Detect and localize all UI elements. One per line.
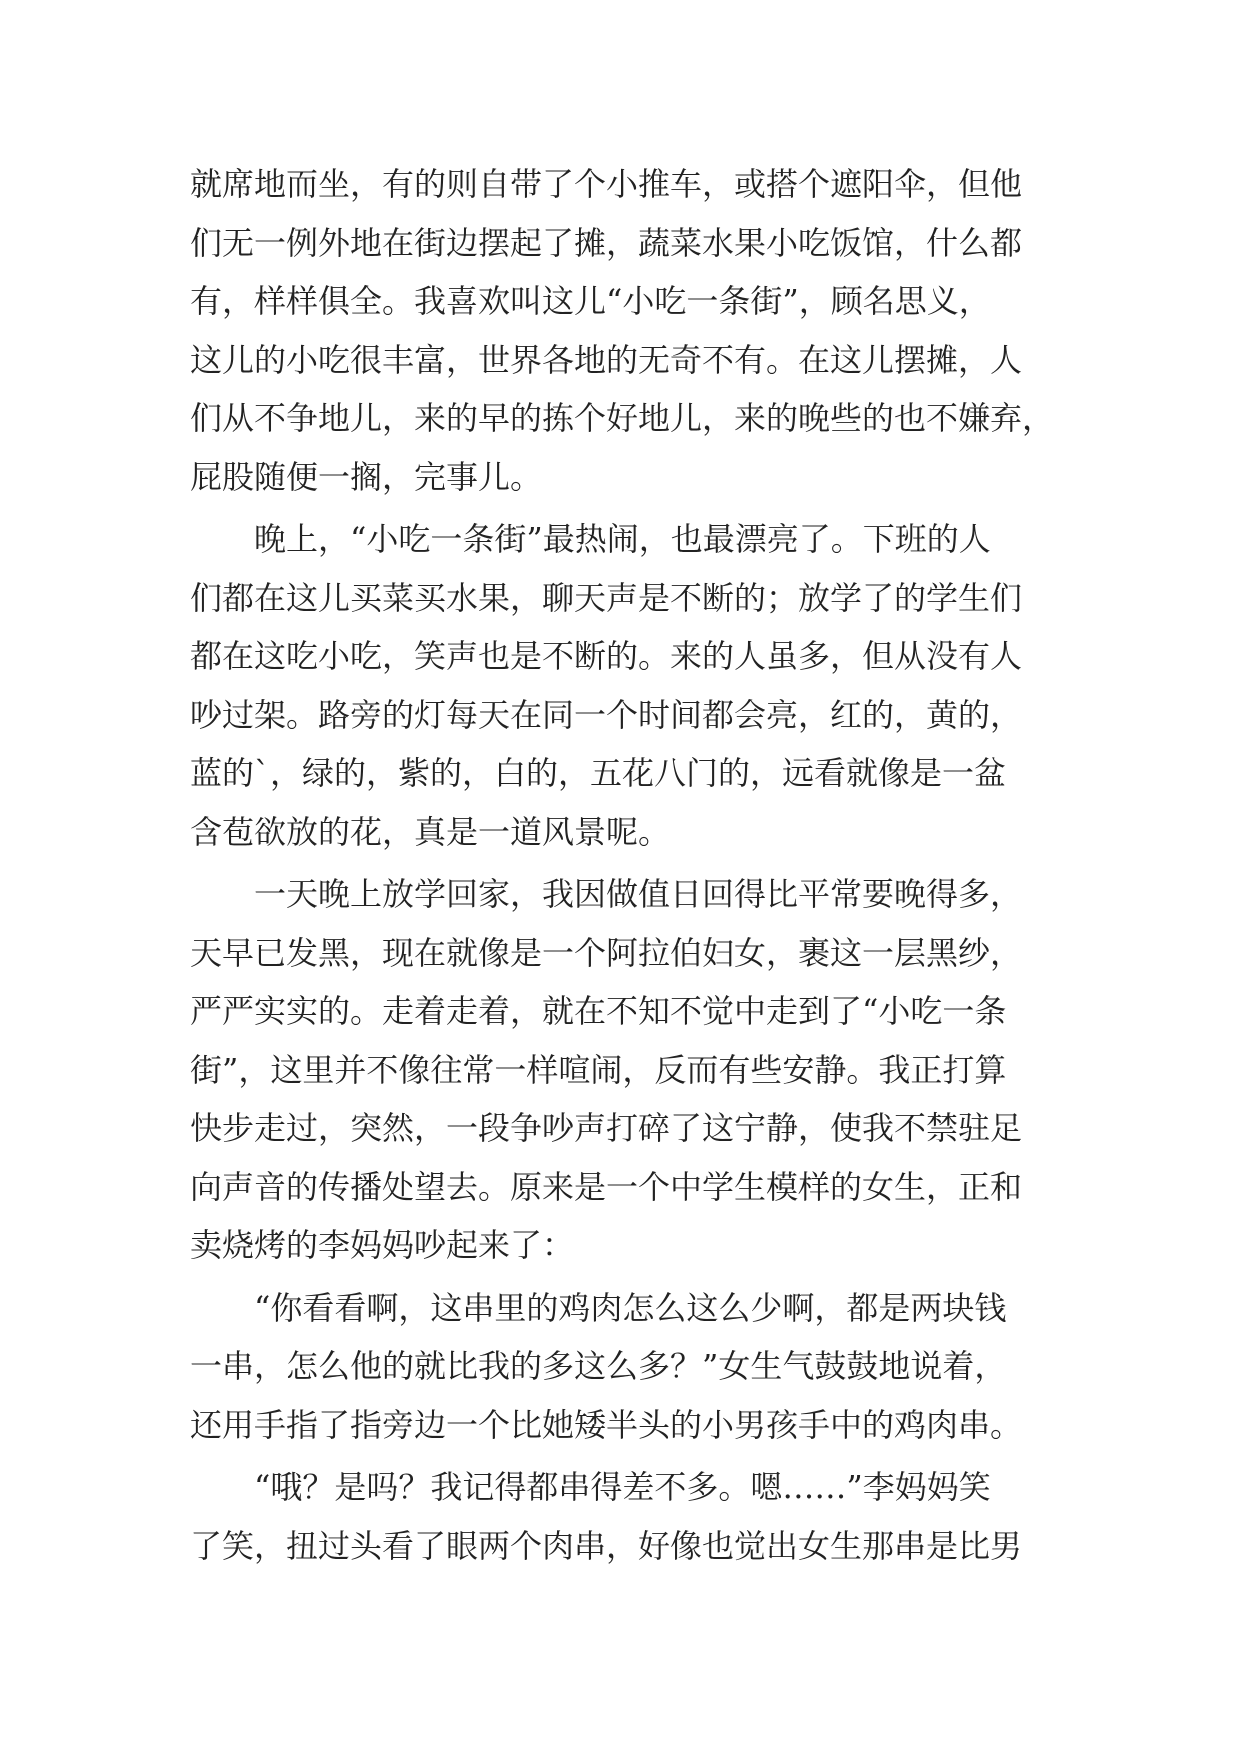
paragraph-first-line: “哦？是吗？我记得都串得差不多。嗯……”李妈妈笑 [254, 1468, 991, 1506]
text-line: 一串，怎么他的就比我的多这么多？”女生气鼓鼓地说着， [190, 1347, 1007, 1385]
paragraph-first-line: 一天晚上放学回家，我因做值日回得比平常要晚得多， [254, 875, 1023, 913]
text-line: 卖烧烤的李妈妈吵起来了： [190, 1226, 575, 1264]
text-line: 就席地而坐，有的则自带了个小推车，或搭个遮阳伞，但他 [190, 165, 1023, 203]
text-line: 向声音的传播处望去。原来是一个中学生模样的女生，正和 [190, 1167, 1023, 1206]
text-line: 蓝的`，绿的，紫的，白的，五花八门的，远看就像是一盆 [190, 754, 1007, 792]
paragraph-first-line: 晚上，“小吃一条街”最热闹，也最漂亮了。下班的人 [254, 520, 991, 558]
text-line: 有，样样俱全。我喜欢叫这儿“小吃一条街”，顾名思义， [190, 282, 991, 320]
text-line: 天早已发黑，现在就像是一个阿拉伯妇女，裹这一层黑纱， [190, 933, 1023, 972]
text-line: 快步走过，突然，一段争吵声打碎了这宁静，使我不禁驻足 [190, 1109, 1023, 1147]
text-line: 街”，这里并不像往常一样喧闹，反而有些安静。我正打算 [190, 1050, 1007, 1089]
text-line: 这儿的小吃很丰富，世界各地的无奇不有。在这儿摆摊，人 [190, 340, 1023, 379]
text-line: 严严实实的。走着走着，就在不知不觉中走到了“小吃一条 [190, 992, 1007, 1030]
text-line: 了笑，扭过头看了眼两个肉串，好像也觉出女生那串是比男 [190, 1526, 1023, 1565]
text-line: 们无一例外地在街边摆起了摊，蔬菜水果小吃饭馆，什么都 [190, 223, 1023, 262]
text-line: 们从不争地儿，来的早的拣个好地儿，来的晚些的也不嫌弃， [190, 399, 1055, 437]
body-text [190, 155, 1070, 1575]
text-line: 们都在这儿买菜买水果，聊天声是不断的；放学了的学生们 [190, 578, 1023, 617]
text-line: 屁股随便一搁，完事儿。 [190, 457, 543, 496]
paragraph-first-line: “你看看啊，这串里的鸡肉怎么这么少啊，都是两块钱 [254, 1288, 1007, 1327]
text-line: 吵过架。路旁的灯每天在同一个时间都会亮，红的，黄的， [190, 695, 1023, 734]
text-line: 还用手指了指旁边一个比她矮半头的小男孩手中的鸡肉串。 [190, 1405, 1023, 1444]
text-line: 含苞欲放的花，真是一道风景呢。 [190, 812, 671, 851]
text-line: 都在这吃小吃，笑声也是不断的。来的人虽多，但从没有人 [190, 637, 1023, 675]
